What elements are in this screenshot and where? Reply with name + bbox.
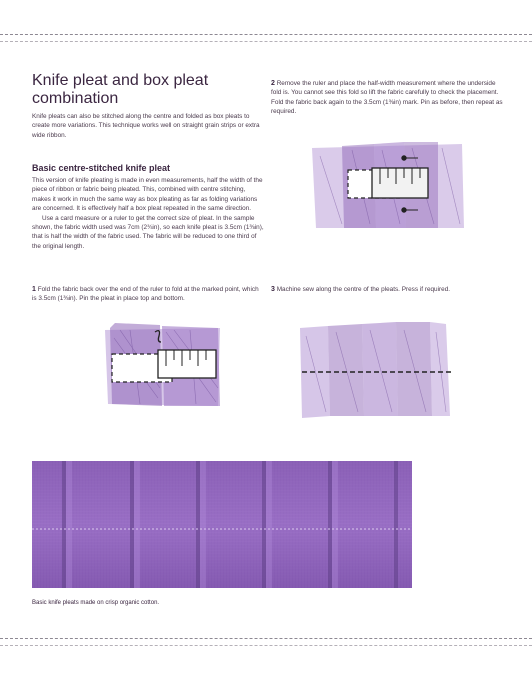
top-dashed-rule xyxy=(0,34,532,35)
step-2-illustration xyxy=(312,136,472,231)
step-2 xyxy=(271,79,503,117)
step-3-number: 3 xyxy=(271,286,275,293)
section-body xyxy=(32,176,264,251)
page-title: Knife pleat and box pleat combination xyxy=(32,72,209,107)
step-3-illustration xyxy=(300,318,460,423)
section-subheading: Basic centre-stitched knife pleat xyxy=(32,163,171,173)
step-1-text: Fold the fabric back over the end of the ruler to fold at the marked point, which is 3.5cm (1⅜in). Pin the pleat in place top and bottom. xyxy=(32,286,259,303)
fabric-sample-photo xyxy=(32,461,412,588)
step-3-text: Machine sew along the centre of the pleats. Press if required. xyxy=(276,286,451,293)
bottom-dashed-rule xyxy=(0,638,532,639)
step-3 xyxy=(271,285,503,294)
body-paragraph-2: Use a card measure or a ruler to get the correct size of pleat. In the sample shown, the fabric width used was 7cm (2¾in), so each knife pleat is 3.5cm (1⅜in), that is half the width of the fabric used. The fabric will be reduced to one third of the original length. xyxy=(32,214,264,250)
top-dashed-rule-secondary xyxy=(0,41,532,42)
step-1-number: 1 xyxy=(32,286,36,293)
step-2-text: Remove the ruler and place the half-width measurement where the underside fold is. You cannot see this fold so lift the fabric carefully to check the placement. Fold the fabric back again to the 3.5cm (1⅜in) mark. Pin as before, then repeat as required. xyxy=(271,80,503,116)
step-1 xyxy=(32,285,264,304)
step-1-illustration xyxy=(100,318,260,408)
bottom-dashed-rule-secondary xyxy=(0,645,532,646)
ruler xyxy=(158,350,216,378)
intro-paragraph: Knife pleats can also be stitched along the centre and folded as box pleats to create more variations. This technique works well on straight grain strips or extra wide ribbon. xyxy=(32,113,260,139)
step-2-number: 2 xyxy=(271,80,275,87)
photo-caption: Basic knife pleats made on crisp organic cotton. xyxy=(32,600,160,606)
body-paragraph-1: This version of knife pleating is made in even measurements, half the width of the piece of ribbon or fabric being pleated. This, combined with centre stitching, makes it work in much the same way as box pleating as far as folding variations are concerned. It is effectively half a box pleat repeated in the same direction. xyxy=(32,177,263,213)
